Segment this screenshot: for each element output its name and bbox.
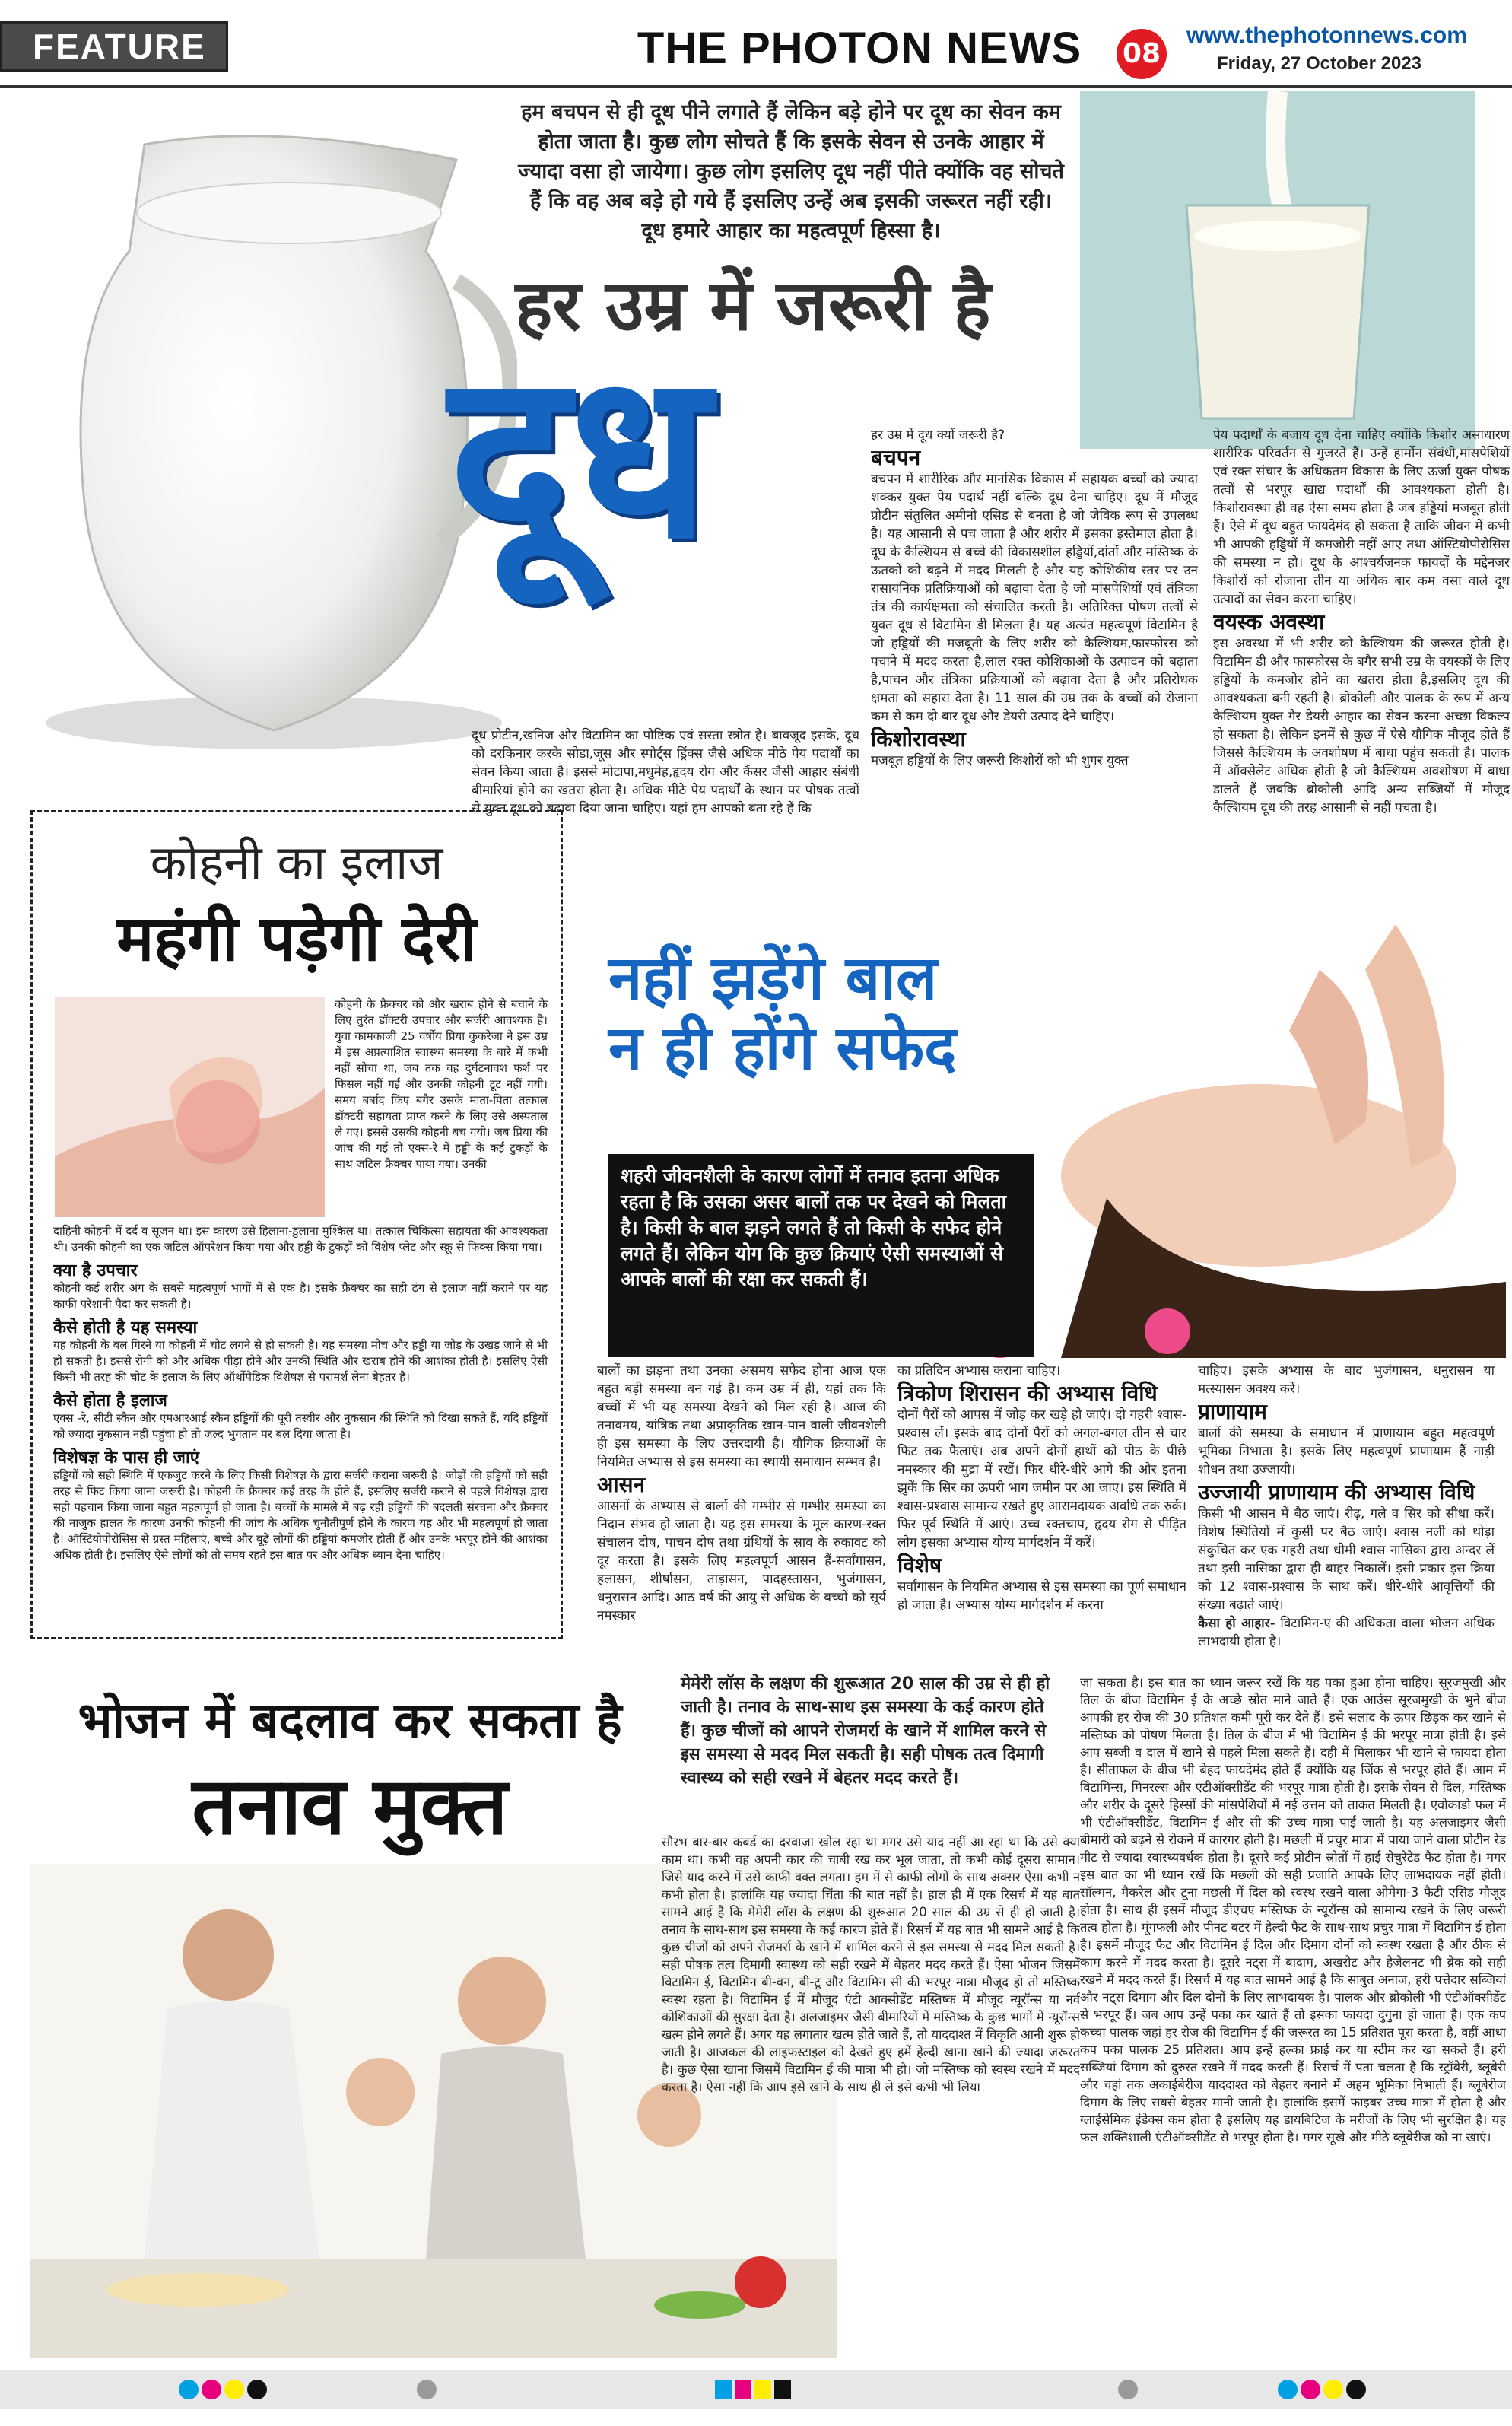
header-divider [0, 85, 1512, 88]
website-link[interactable]: www.thephotonnews.com [1186, 23, 1467, 48]
subhead-expert: विशेषज्ञ के पास ही जाएं [53, 1448, 199, 1467]
treatment-text: कोहनी कई शरीर अंग के सबसे महत्वपूर्ण भागों में से एक है। इसके फ्रैक्चर का सही ढंग से इलाज नहीं कराने पर यह काफी परेशानी पैदा कर सकती है। [53, 1281, 548, 1311]
stress-body-2: जा सकता है। इस बात का ध्यान जरूर रखें कि यह पका हुआ होना चाहिए। सूरजमुखी और तिल के बीज विटामिन ई के अच्छे स्रोत माने जाते हैं। एक आउंस सूरजमुखी के भुने बीज आपकी हर रोज की 30 प्रतिशत कमी पूरी कर देते हैं। इसे सलाद के ऊपर छिड़क कर खाने से मस्तिष्क को पोषण मिलता है। तिल के बीज में भी विटामिन ई की भरपूर मात्रा होती है। इसे आप सब्जी व दाल में खाने से पहले मिला सकते हैं। दही में मिलाकर भी खाने से फायदा होता है। सीताफल के बीज भी बेहद फायदेमंद होते हैं क्योंकि यह जिंक से भरपूर होते हैं। आम में विटामिन्स, मिनरल्स और एंटीऑक्सीडेंट की भरपूर मात्रा होती है। इसके सेवन से दिल, मस्तिष्क और शरीर के दूसरे हिस्सों की मांसपेशियों में नई उत्तम को ताकत मिलती है। एवोकाडो फल में भी एंटीऑक्सीडेंट, विटामिन ई और सी की उच्च मात्रा पाई जाती है। यह अलजाइमर जैसी बीमारी को बढ़ने से रोकने में कारगर होती है। मछली में प्रचुर मात्रा में पाया जाने वाला प्रोटीन रेड मीट से ज्यादा स्वास्थ्यवर्धक होता है। दूसरे कई प्रोटीन स्रोतों में हाई सेचुरेटेड फैट होता है। मगर इस बात का भी ध्यान रखें कि मछली की सही प्रजाति आपके लिए लाभदायक नहीं होती। सॉल्मन, मैकरेल और टूना मछली में दिल को स्वस्थ रखने वाला ओमेगा-3 फैटी एसिड मौजूद होता है। साथ ही इसमें मौजूद डीएचए मस्तिष्क के न्यूरॉन्स को सामान्य रखने के लिए जरूरी तत्व होता है। मूंगफली और पीनट बटर में हेल्दी फैट के साथ-साथ प्रचुर मात्रा में विटामिन ई होता है। इसमें मौजूद फैट और विटामिन ई दिल और दिमाग दोनों को स्वस्थ रखता है और ठीक से काम करने में मदद करता है। दूसरे नट्स में बादाम, अखरोट और हेजेलनट भी ब्रेक को सही रखने में मदद करते हैं। रिसर्च में यह बात सामने आई है कि साबुत अनाज, हरी पत्तेदार सब्जियां और नट्स दिमाग और दिल दोनों के लिए लाभदायक है। पालक और ब्रोकोली भी एंटीऑक्सीडेंट से भरपूर हैं। जब आप उन्हें पका कर खाते हैं तो इसका फायदा दुगुना हो जाता है। एक कप कच्चा पालक जहां हर रोज की विटामिन ई की जरूरत का 15 प्रतिशत पूरा करता है, वहीं आधा कप पका पालक 25 प्रतिशत। आप इन्हें हल्का फ्राई कर या स्टीम कर खा सकते हैं। हरी सब्जियां दिमाग को दुरुस्त रखने में मदद करती हैं। रिसर्च में पता चलता है कि स्ट्रॉबेरी, ब्लूबेरी और चहां तक अकाईबेरीज याददाश्त को बेहतर बनाने में अहम भूमिका निभाती हैं। ब्लूबेरीज दिमाग के लिए सबसे बेहतर मानी जाती है। हालांकि इसमें फाइबर उच्च मात्रा में होता है और ग्लाईसेमिक इंडेक्स कम होता है इसलिए यह डायबिटिज के मरीजों के लिए भी सुरक्षित है। यह फल शक्तिशाली एंटीऑक्सीडेंट से भरपूर होता है। मगर सूखे और मीठे ब्लूबेरीज को ना खाएं। [1080, 1675, 1506, 2145]
adult-text: इस अवस्था में भी शरीर को कैल्शियम की जरूरत होती है। विटामिन डी और फास्फोरस के बगैर सभी उम्र के वयस्कों के लिए हड्डियों के कमजोर होने का खतरा होता है,इसलिए दूध की आवश्यकता बनी रहती है। ब्रोकोली और पालक के रूप में अन्य कैल्शियम युक्त गैर डेयरी आहार का सेवन करना अच्छा विकल्प हो सकता है। लेकिन इनमें से कुछ में ऐसे यौगिक मौजूद होते हैं जिससे कैल्शियम के अवशोषण में बाधा पहुंच सकती है। पालक में ऑक्सेलेट अधिक होती है जो कैल्शियम अवशोषण में बाधा डालते हैं जबकि ब्रोकोली आदि अन्य सब्जियों में मौजूद कैल्शियम दूध की तरह आसानी से नहीं पचता है। [1213, 636, 1510, 816]
registration-square-magenta [735, 2380, 751, 2399]
hair-intro-text: बालों का झड़ना तथा उनका असमय सफेद होना आज एक बहुत बड़ी समस्या बन गई है। कम उम्र में ही, यहां तक कि बच्चों में भी यह समस्या देखने को मिल रही है। आज की तनावमय, यांत्रिक तथा अप्राकृतिक खान-पान वाली जीवनशैली ही इस समस्या के लिए उत्तरदायी है। यौगिक क्रियाओं के नियमित अभ्यास से इस समस्या का स्थायी समाधान सम्भव है। [597, 1363, 886, 1470]
subhead-treatment: क्या है उपचार [53, 1261, 138, 1280]
registration-dot-grey [417, 2380, 437, 2399]
registration-dot-cyan-2 [1278, 2380, 1298, 2399]
cause-text: यह कोहनी के बल गिरने या कोहनी में चोट लगने से हो सकती है। यह समस्या मोच और हड्डी या जोड़ के उखड़ जाने से भी हो सकती है। इससे रोगी को और अधिक पीड़ा होने और उनकी स्थिति और खराब होने की आशंका होती है। इसलिए ऐसी किसी भी तरह की चोट के इलाज के लिए ऑर्थोपेडिक विशेषज्ञ से परामर्श लेना बेहतर है। [53, 1338, 548, 1384]
subhead-asan: आसन [597, 1472, 646, 1497]
elbow-headline-2: महंगी पड़ेगी देरी [116, 902, 477, 975]
page-number-badge: 08 [1117, 29, 1167, 79]
hair-column-2-lead: का प्रतिदिन अभ्यास कराना चाहिए। [897, 1363, 1061, 1378]
stress-intro: मेमेरी लॉस के लक्षण की शुरूआत 20 साल की उम्र से ही हो जाती है। तनाव के साथ-साथ इस समस्या के कई कारण होते हैं। कुछ चीजों को आपने रोजमर्रा के खाने में शामिल करने से इस समस्या से मदद मिल सकती है। सही पोषक तत्व दिमागी स्वास्थ्य को सही रखने में बेहतर मदद करते हैं। [681, 1674, 1050, 1788]
milk-column-2-text: पेय पदार्थों के बजाय दूध देना चाहिए क्योंकि किशोर असाधारण शारीरिक परिवर्तन से गुजरते हैं। उन्हें हार्मोन संबंधी,मांसपेशियों एवं रक्त संचार के अधिकतम विकास के लिए ऊर्जा युक्त पोषक तत्वों से भरपूर खाद्य पदार्थों की आवश्यकता होती है। किशोरावस्था ही वह ऐसा समय होता है जब हड्डियां मजबूत होती हैं। ऐसे में दूध बहुत फायदेमंद हो सकता है ताकि जीवन में कभी भी आपकी हड्डियों में कमजोरी नहीं आए तथा ऑस्टियोपोरोसिस की समस्या न हो। दूध के आश्चर्यजनक फायदों के मद्देनजर किशोरों को रोजाना तीन या अधिक बार कम वसा वाले दूध उत्पादों का सेवन करना चाहिए। [1213, 428, 1510, 607]
childhood-text: बचपन में शारीरिक और मानसिक विकास में सहायक बच्चों को ज्यादा शक्कर युक्त पेय पदार्थ नहीं बल्कि दूध देना चाहिए। दूध में मौजूद प्रोटीन संतुलित अमीनो एसिड से बनता है जो जैविक रूप से उपलब्ध है। यह आसानी से पच जाता है और शरीर में इसका इस्तेमाल होता है। दूध के कैल्शियम से बच्चे की विकासशील हड्डियों,दांतों और मस्तिष्क के ऊतकों को बढ़ने में मदद मिलती है और यह कोशिकीय स्तर पर उन रासायनिक प्रतिक्रियाओं को बढ़ावा देता है जो मांसपेशियों एवं तंत्रिका तंत्र की कार्यक्षमता को संचालित करती है। अतिरिक्त पोषण तत्वों से युक्त दूध से विटामिन डी मिलता है। यह अत्यंत महत्वपूर्ण विटामिन है जो हड्डियों की मजबूती के लिए शरीर को कैल्शियम,फास्फोरस को पचाने में मदद करता है,लाल रक्त कोशिकाओं के उत्पादन को बढ़ाता है,पाचन और तंत्रिका प्रक्रियाओं को बढ़ावा देता है और प्रतिरोधक क्षमता को सहारा देता है। 11 साल की उम्र तक के बच्चों को रोजाना कम से कम दो बार दूध और डेयरी उत्पाद देने चाहिए। [871, 472, 1198, 724]
milk-jug-image [30, 99, 517, 761]
hair-headline-line-1: नहीं झड़ेंगे बाल [608, 943, 938, 1013]
section-label: FEATURE [33, 27, 206, 66]
elbow-pain-image [55, 997, 325, 1217]
elbow-headline-1: कोहनी का इलाज [150, 835, 443, 890]
expert-text: हड्डियों को सही स्थिति में एकजुट करने के लिए किसी विशेषज्ञ के द्वारा सर्जरी कराना जरूरी है। जोड़ों की हड्डियों को सही तरह से फिट किया जाना जरूरी है। कोहनी के फ्रैक्चर कई तरह के होते हैं, इसलिए सर्जरी कराने से पहले विशेषज्ञ द्वारा सही पहचान किया जाना बहुत महत्वपूर्ण हो जाता है। बच्चों के मामले में बढ़ रही हड्डियों की बदलती संरचना और फ्रैक्चर की नाजुक हालत के कारण उनकी कोहनी की जांच के अधिक चुनौतीपूर्ण होने के कारण यह और भी महत्वपूर्ण हो जाता है। ऑस्टियोपोरोसिस से ग्रस्त महिलाएं, बच्चे और बूढ़े लोगों की हड्डियां कमजोर होती हैं और उनके भरपूर होने की आशंका अधिक होती है। इसलिए ऐसे लोगों को तो समय रहते इस बात पर और अधिक ध्यान देना चाहिए। [53, 1468, 548, 1562]
stress-headline-1: भोजन में बदलाव कर सकता है [78, 1692, 622, 1749]
registration-dot-cyan [179, 2380, 199, 2399]
ujjayi-text: किसी भी आसन में बैठ जाएं। रीढ़, गले व सिर को सीधा करें। विशेष स्थितियों में कुर्सी पर बैठ जाएं। श्वास नली को थोड़ा संकुचित कर एक गहरी तथा धीमी श्वास नासिका द्वारा अन्दर लें तथा इसी नासिका द्वारा ही बाहर निकालें। इसी प्रकार इस क्रिया को 12 श्वास-प्रश्वास के साथ करें। धीरे-धीरे आवृत्तियों की संख्या बढ़ाते जाएं। [1198, 1506, 1495, 1613]
subhead-cause: कैसे होती है यह समस्या [53, 1318, 198, 1337]
elbow-body-text-2 [53, 1223, 548, 1563]
hair-caption-box: शहरी जीवनशैली के कारण लोगों में तनाव इतना अधिक रहता है कि उसका असर बालों तक पर देखने को मिलता है। किसी के बाल झड़ने लगते हैं तो किसी के सफेद होने लगते हैं। लेकिन योग कि कुछ क्रियाएं ऐसी समस्याओं से आपके बालों की रक्षा कर सकती हैं। [608, 1154, 1034, 1357]
footer-color-bar [0, 2370, 1512, 2409]
diet-label: कैसा हो आहार- [1198, 1616, 1275, 1631]
registration-dot-yellow [224, 2380, 244, 2399]
stress-body-1: सौरभ बार-बार कबर्ड का दरवाजा खोल रहा था मगर उसे याद नहीं आ रहा था कि उसे क्या काम था। कभी वह अपनी कार की चाबी रख कर भूल जाता, तो कभी कोई दूसरा सामान। जिसे याद करने में उसे काफी वक्त लगता। हम में से काफी लोगों के साथ अक्सर ऐसा कभी न कभी होता है। हालांकि यह ज्यादा चिंता की बात नहीं है। हाल ही में एक रिसर्च में यह बात सामने आई है कि मेमेरी लॉस के लक्षण की शुरूआत 20 साल की उम्र से ही हो जाती है। तनाव के साथ-साथ इस समस्या के कई कारण होते हैं। रिसर्च में यह बात भी सामने आई है कि कुछ चीजों को अपने रोजमर्रा के खाने में शामिल करने से इस समस्या से मदद मिल सकती है। सही पोषक तत्व दिमागी स्वास्थ्य को सही रखने में बेहतर मदद करते हैं। ऐसा भोजन जिसमें विटामिन ई, विटामिन बी-वन, बी-टू और विटामिन सी की भरपूर मात्रा मौजूद हो तो मस्तिष्क स्वस्थ रहता है। विटामिन ई में मौजूद एंटी आक्सीडेंट मस्तिष्क में मौजूद न्यूरॉन्स या नर्व कोशिकाओं की सुरक्षा देता है। अलजाइमर जैसी बीमारियों में मस्तिष्क के कुछ भागों में न्यूरॉन्स खत्म होने लगते हैं। अगर यह लगातार खत्म होते जाते हैं, तो याददाश्त में विकृति आनी शुरू हो जाती है। आजकल की लाइफस्टाइल को देखते हुए हमें हेल्दी खाना खाने की ज्यादा जरूरत है। कुछ ऐसा खाना जिसमें विटामिन ई की मात्रा भी हो। जो मस्तिष्क को स्वस्थ रखने में मदद करता है। ऐसा नहीं कि आप इसे खाने के साथ ही ले इसे कभी भी लिया [662, 1835, 1080, 2094]
special-text: सर्वांगासन के नियमित अभ्यास से इस समस्या का पूर्ण समाधान हो जाता है। अभ्यास योग्य मार्गदर्शन में करना [897, 1579, 1186, 1613]
milk-column-2 [1213, 426, 1510, 817]
asan-text: आसनों के अभ्यास से बालों की गम्भीर से गम्भीर समस्या का निदान संभव हो जाता है। यह इस समस्या के मूल कारण-रक्त संचालन दोष, पाचन दोष तथा ग्रंथियों के स्राव के रुकावट को दूर करता है। इसके लिए महत्वपूर्ण आसन हैं-सर्वांगासन, हलासन, शीर्षासन, ताड़ासन, पादहस्तासन, भुजंगासन, धनुरासन आदि। आठ वर्ष की आयु से अधिक के बच्चों को सूर्य नमस्कार [597, 1499, 886, 1623]
hair-headline [608, 943, 1110, 1083]
section-tag [0, 21, 228, 72]
registration-dot-yellow-2 [1323, 2380, 1343, 2399]
milk-lower-text: दूध प्रोटीन,खनिज और विटामिन का पौष्टिक एवं सस्ता स्त्रोत है। बावजूद इसके, दूध को दरकिनार करके सोडा,जूस और स्पोर्ट्स ड्रिंक्स जैसे अधिक मीठे पेय पदार्थों का सेवन किया जाता है। इससे मोटापा,मधुमेह,हृदय रोग और कैंसर जैसी आहार संबंधी बीमारियां होने का खतरा होता है। अधिक मीठे पेय पदार्थों के स्थान पर पोषक तत्वों से युक्त दूध को बढ़ावा दिया जाना चाहिए। यहां हम आपको बता रहे हैं कि [472, 728, 859, 816]
subhead-special: विशेष [897, 1553, 942, 1578]
registration-square-yellow [754, 2380, 771, 2399]
milk-glass-image [1080, 91, 1475, 449]
diet-text: विटामिन-ए की अधिकता वाला भोजन अधिक लाभदायी होता है। [1198, 1616, 1495, 1649]
registration-dot-magenta [202, 2380, 221, 2399]
elbow-body-cont: दाहिनी कोहनी में दर्द व सूजन था। इस कारण उसे हिलाना-डुलाना मुश्किल था। तत्काल चिकित्सा सहायता की आवश्यकता थी। उनकी कोहनी का एक जटिल ऑपरेशन किया गया और हड्डी के टुकड़ों को विशेष प्लेट और स्क्रू से फिक्स किया गया। [53, 1224, 548, 1254]
hair-column-3 [1198, 1362, 1495, 1651]
milk-big-word: दूध [449, 323, 710, 589]
diet-note [1198, 1614, 1495, 1651]
registration-dot-magenta-2 [1301, 2380, 1320, 2399]
issue-date: Friday, 27 October 2023 [1217, 53, 1422, 74]
registration-dot-black-2 [1346, 2380, 1366, 2399]
subhead-childhood: बचपन [871, 445, 921, 470]
subhead-trikon: त्रिकोण शिरासन की अभ्यास विधि [897, 1381, 1158, 1406]
masthead: THE PHOTON NEWS [637, 24, 1082, 73]
milk-column-lead: हर उम्र में दूध क्यों जरूरी है? [871, 428, 1005, 443]
elbow-body-text: कोहनी के फ्रैक्चर को और खराब होने से बचाने के लिए तुरंत डॉक्टरी उपचार और सर्जरी आवश्यक है। युवा कामकाजी 25 वर्षीय प्रिया कुकरेजा ने इस उम्र में इस अप्रत्याशित स्वास्थ्य समस्या के बारे में कभी नहीं सोचा था, जब तक वह दुर्घटनावश फर्श पर फिसल नहीं गई और उनकी कोहनी टूट नहीं गयी। समय बर्बाद किए बगैर उसके माता-पिता तत्काल डॉक्टरी सहायता प्राप्त करने के लिए उसे अस्पताल ले गए। इससे उसकी कोहनी बच गयी। जब प्रिया की जांच की गई तो एक्स-रे में हड्डी के कई टुकड़ों के साथ जटिल फ्रैक्चर पाया गया। उनकी [335, 997, 548, 1171]
milk-column-1 [871, 426, 1198, 770]
subhead-how: कैसे होता है इलाज [53, 1391, 167, 1410]
registration-square-cyan [715, 2380, 732, 2399]
pranayam-text: बालों की समस्या के समाधान में प्राणायाम बहुत महत्वपूर्ण भूमिका निभाता है। इसके लिए महत्वपूर्ण प्राणायाम हैं नाड़ी शोधन तथा उज्जायी। [1198, 1426, 1495, 1477]
hair-column-2 [897, 1362, 1186, 1614]
registration-dot-grey-2 [1118, 2380, 1138, 2399]
registration-square-black [774, 2380, 791, 2399]
teen-text: मजबूत हड्डियों के लिए जरूरी किशोरों को भी शुगर युक्त [871, 753, 1129, 768]
milk-intro: हम बचपन से ही दूध पीने लगाते हैं लेकिन बड़े होने पर दूध का सेवन कम होता जाता है। कुछ लोग सोचते हैं कि इसके सेवन से उनके आहार में ज्यादा वसा हो जायेगा। कुछ लोग इसलिए दूध नहीं पीते क्योंकि वह सोचते हैं कि वह अब बड़े हो गये हैं इसलिए उन्हें अब इसकी जरूरत नहीं रही। दूध हमारे आहार का महत्वपूर्ण हिस्सा है। [518, 100, 1064, 243]
hair-column-3-lead: चाहिए। इसके अभ्यास के बाद भुजंगासन, धनुरासन या मत्स्यासन अवश्य करें। [1198, 1363, 1495, 1397]
milk-headline: हर उम्र में जरूरी है [515, 264, 991, 346]
stress-headline-2: तनाव मुक्त [192, 1759, 508, 1852]
subhead-teen: किशोरावस्था [871, 727, 966, 752]
subhead-ujjayi: उज्जायी प्राणायाम की अभ्यास विधि [1198, 1480, 1475, 1505]
registration-dot-black [247, 2380, 267, 2399]
subhead-adult: वयस्क अवस्था [1213, 609, 1325, 634]
trikon-text: दोनों पैरों को आपस में जोड़ कर खड़े हो जाएं। दो गहरी श्वास-प्रश्वास लें। इसके बाद दोनों पैरों को अगल-बगल तीन से चार फिट तक फैलाएं। अब अपने दोनों हाथों को पीठ के पीछे नमस्कार की मुद्रा में रखें। फिर धीरे-धीरे आगे की ओर इतना झुकें कि सिर का ऊपरी भाग जमीन पर आ जाए। इस स्थिति में श्वास-प्रश्वास सामान्य रखते हुए आरामदायक अवधि तक रुकें। फिर पूर्व स्थिति में आएं। उच्च रक्तचाप, हृदय रोग से पीड़ित लोग इसका अभ्यास योग्य मार्गदर्शन में करें। [897, 1407, 1186, 1550]
how-text: एक्स -रे, सीटी स्कैन और एमआरआई स्कैन हड्डियों की पूरी तस्वीर और नुकसान की स्थिति को दिखा सकते हैं, यदि हड्डियों को ज्यादा नुकसान नहीं पहुंचा हो तो जल्द भुगतान पर बल दिया जाता है। [53, 1411, 548, 1441]
hair-headline-line-2: न ही होंगे सफेद [608, 1013, 957, 1083]
subhead-pranayam: प्राणायाम [1198, 1399, 1267, 1424]
hair-column-1 [597, 1362, 886, 1625]
